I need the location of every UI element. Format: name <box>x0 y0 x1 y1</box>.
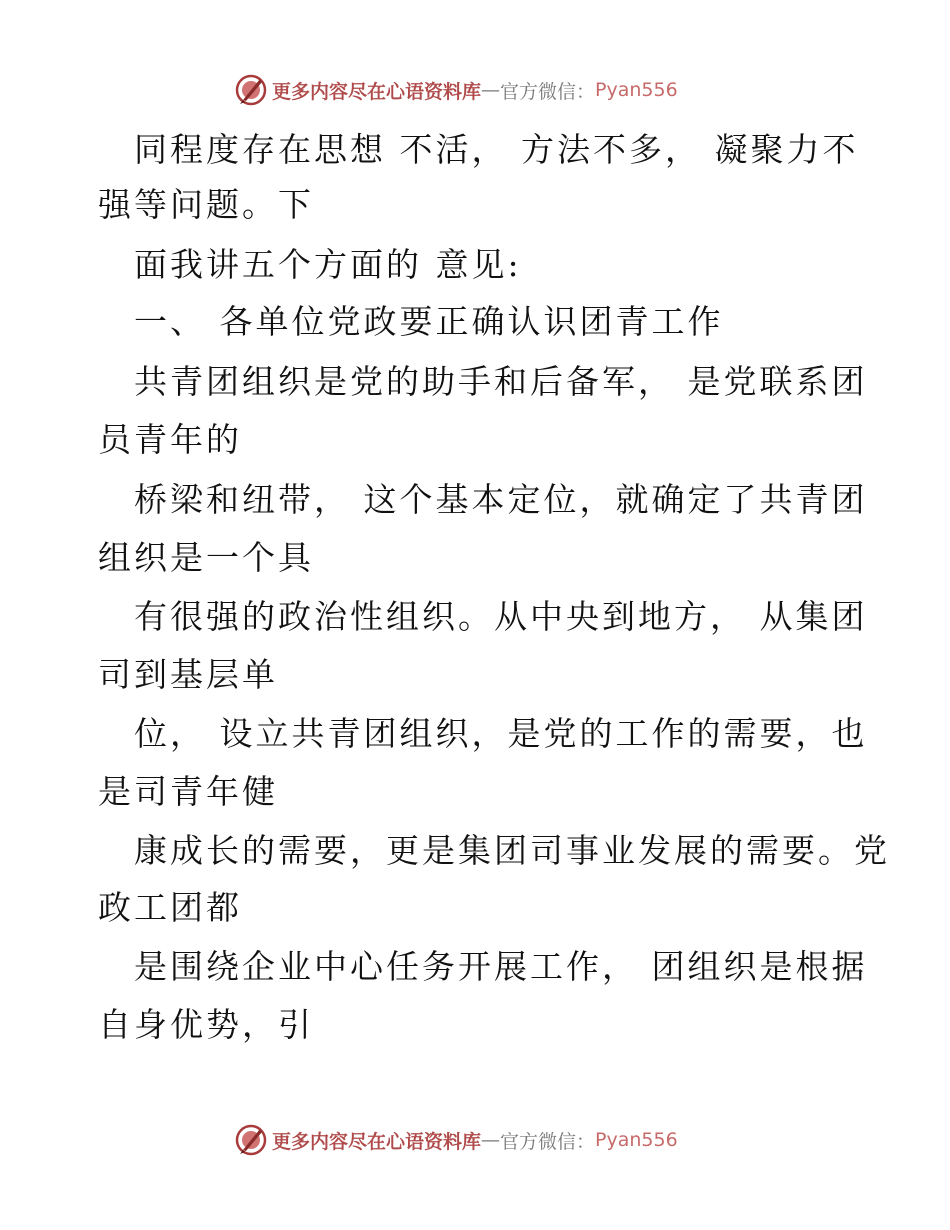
text-line: 康成长的需要，更是集团司事业发展的需要。党 <box>134 831 890 870</box>
text-line: 自身优势，引 <box>98 1005 314 1044</box>
banner-wechat-id: Pyan556 <box>595 1129 678 1151</box>
text-line: 共青团组织是党的助手和后备军， 是党联系团 <box>134 362 868 401</box>
banner-sub-text: 官方微信： <box>500 80 596 103</box>
text-line: 位， 设立共青团组织，是党的工作的需要，也 <box>134 714 868 753</box>
text-line: 强等问题。下 <box>98 185 314 224</box>
banner-main-text: 更多内容尽在心语资料库 <box>272 1130 482 1153</box>
banner-sub-text: 官方微信： <box>500 1130 596 1153</box>
section-heading: 一、 各单位党政要正确认识团青工作 <box>134 302 724 341</box>
text-line: 面我讲五个方面的 意见: <box>134 245 522 284</box>
text-line: 组织是一个具 <box>98 538 314 577</box>
banner-dash: — <box>481 79 501 101</box>
text-line: 是司青年健 <box>98 772 278 811</box>
banner-dash: — <box>481 1129 501 1151</box>
banner-wechat-id: Pyan556 <box>595 79 678 101</box>
header-banner <box>234 73 714 107</box>
text-line: 有很强的政治性组织。从中央到地方， 从集团 <box>134 597 868 636</box>
footer-banner <box>234 1123 714 1157</box>
quill-pen-seal-icon <box>234 73 268 107</box>
text-line: 司到基层单 <box>98 655 278 694</box>
text-line: 桥梁和纽带， 这个基本定位，就确定了共青团 <box>134 480 868 519</box>
banner-main-text: 更多内容尽在心语资料库 <box>272 80 482 103</box>
text-line: 是围绕企业中心任务开展工作， 团组织是根据 <box>134 947 868 986</box>
text-line: 政工团都 <box>98 888 242 927</box>
quill-pen-seal-icon <box>234 1123 268 1157</box>
text-line: 同程度存在思想 不活， 方法不多， 凝聚力不 <box>134 130 859 169</box>
text-line: 员青年的 <box>98 420 242 459</box>
